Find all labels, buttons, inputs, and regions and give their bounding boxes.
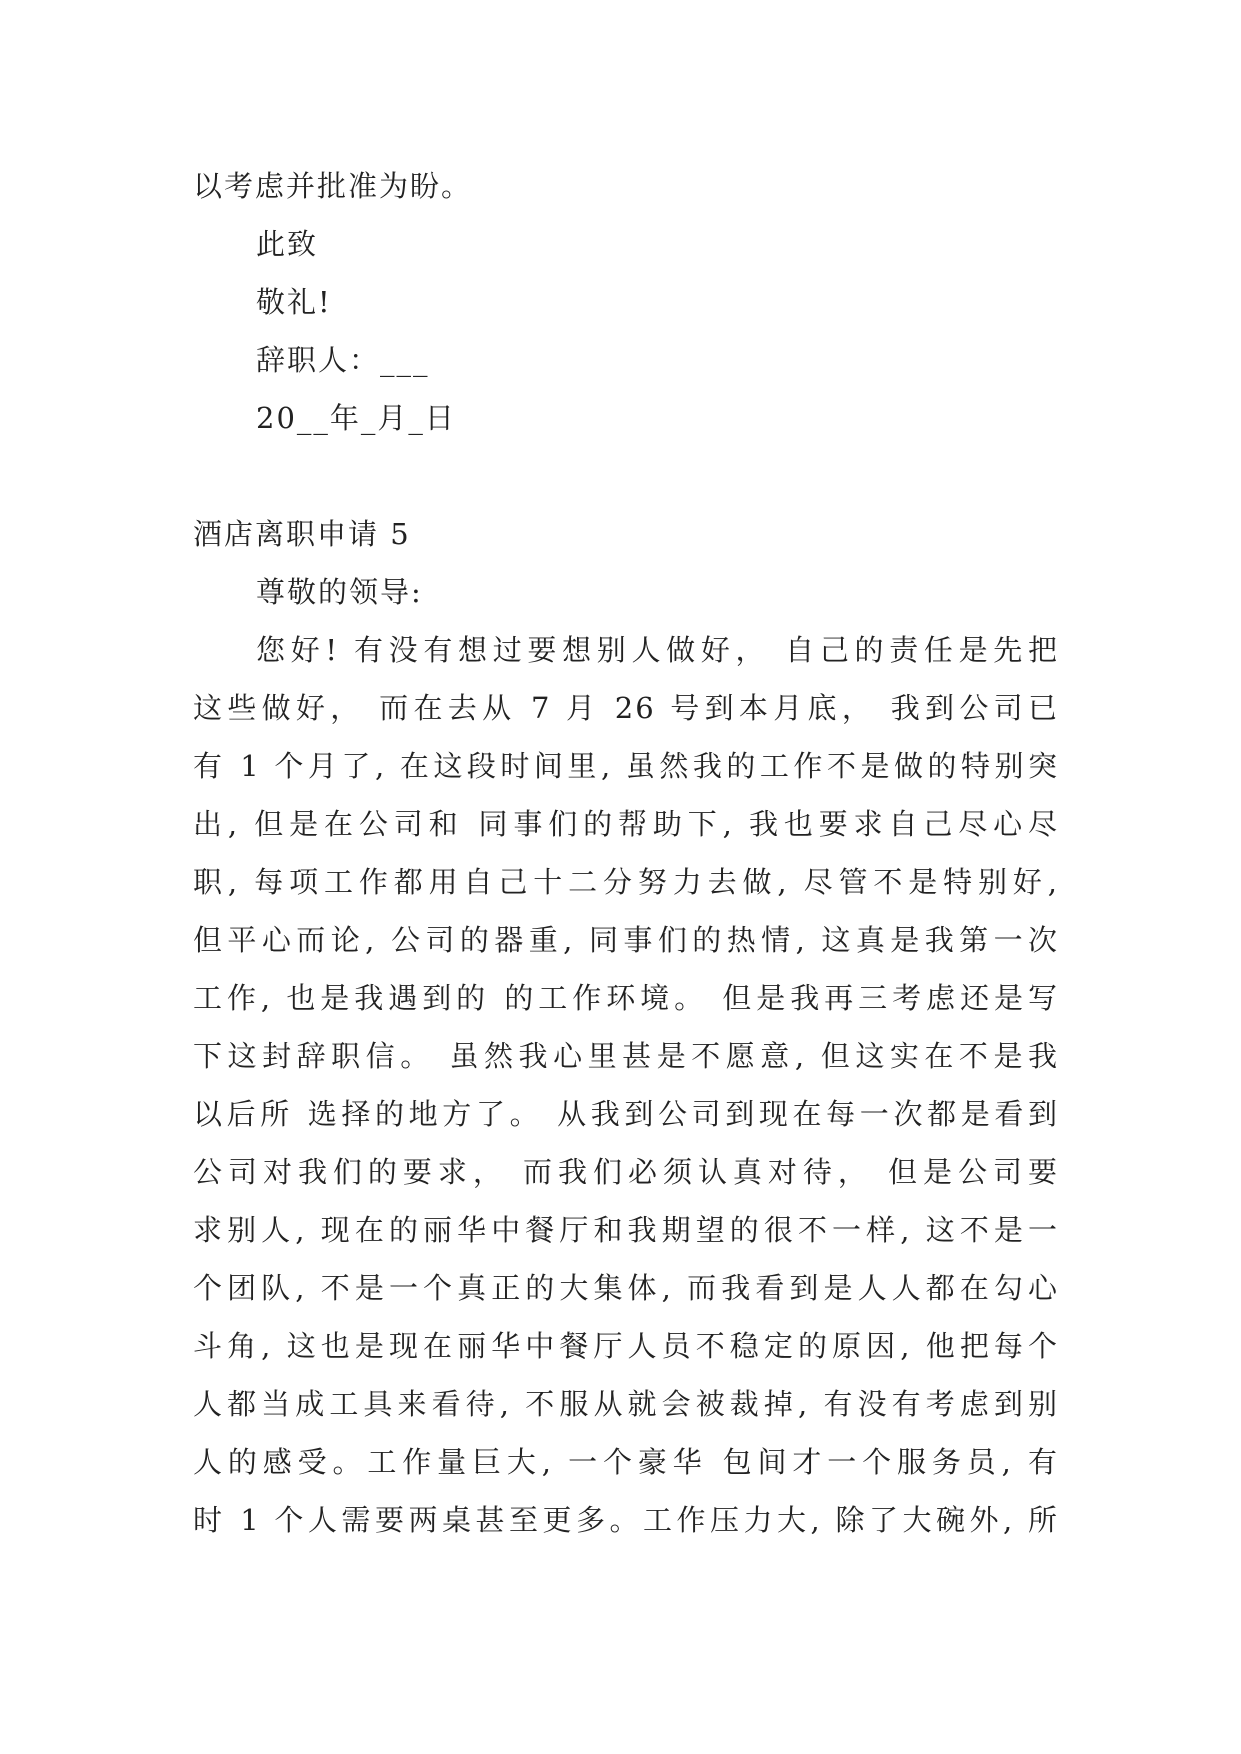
closing-phrase: 此致 (256, 227, 319, 261)
body-line: 以后所 选择的地方了。 从我到公司到现在每一次都是看到 (193, 1097, 1059, 1131)
salutation: 尊敬的领导: (256, 575, 423, 609)
body-line: 这些做好， 而在去从 7 月 26 号到本月底， 我到公司已 (193, 691, 1059, 725)
body-line: 出, 但是在公司和 同事们的帮助下, 我也要求自己尽心尽 (193, 807, 1059, 841)
body-line: 求别人, 现在的丽华中餐厅和我期望的很不一样, 这不是一 (193, 1213, 1059, 1247)
body-line: 公司对我们的要求， 而我们必须认真对待， 但是公司要 (193, 1155, 1059, 1189)
body-line: 工作, 也是我遇到的 的工作环境。 但是我再三考虑还是写 (193, 981, 1059, 1015)
body-line: 斗角, 这也是现在丽华中餐厅人员不稳定的原因, 他把每个 (193, 1329, 1059, 1363)
body-line: 时 1 个人需要两桌甚至更多。工作压力大, 除了大碗外, 所 (193, 1503, 1059, 1537)
body-line: 下这封辞职信。 虽然我心里甚是不愿意, 但这实在不是我 (193, 1039, 1059, 1073)
continuation-line: 以考虑并批准为盼。 (193, 169, 473, 203)
body-line: 个团队, 不是一个真正的大集体, 而我看到是人人都在勾心 (193, 1271, 1059, 1305)
date-line: 20__年_月_日 (256, 401, 456, 435)
section-title: 酒店离职申请 5 (193, 517, 411, 551)
signer-line: 辞职人：___ (256, 343, 430, 377)
body-line: 但平心而论, 公司的器重, 同事们的热情, 这真是我第一次 (193, 923, 1059, 957)
body-line: 人都当成工具来看待, 不服从就会被裁掉, 有没有考虑到别 (193, 1387, 1059, 1421)
body-line: 您好! 有没有想过要想别人做好， 自己的责任是先把 (256, 633, 1059, 667)
body-line: 人的感受。工作量巨大, 一个豪华 包间才一个服务员, 有 (193, 1445, 1059, 1479)
body-line: 有 1 个月了, 在这段时间里, 虽然我的工作不是做的特别突 (193, 749, 1059, 783)
closing-salute: 敬礼! (256, 285, 332, 319)
body-line: 职, 每项工作都用自己十二分努力去做, 尽管不是特别好, (193, 865, 1059, 899)
